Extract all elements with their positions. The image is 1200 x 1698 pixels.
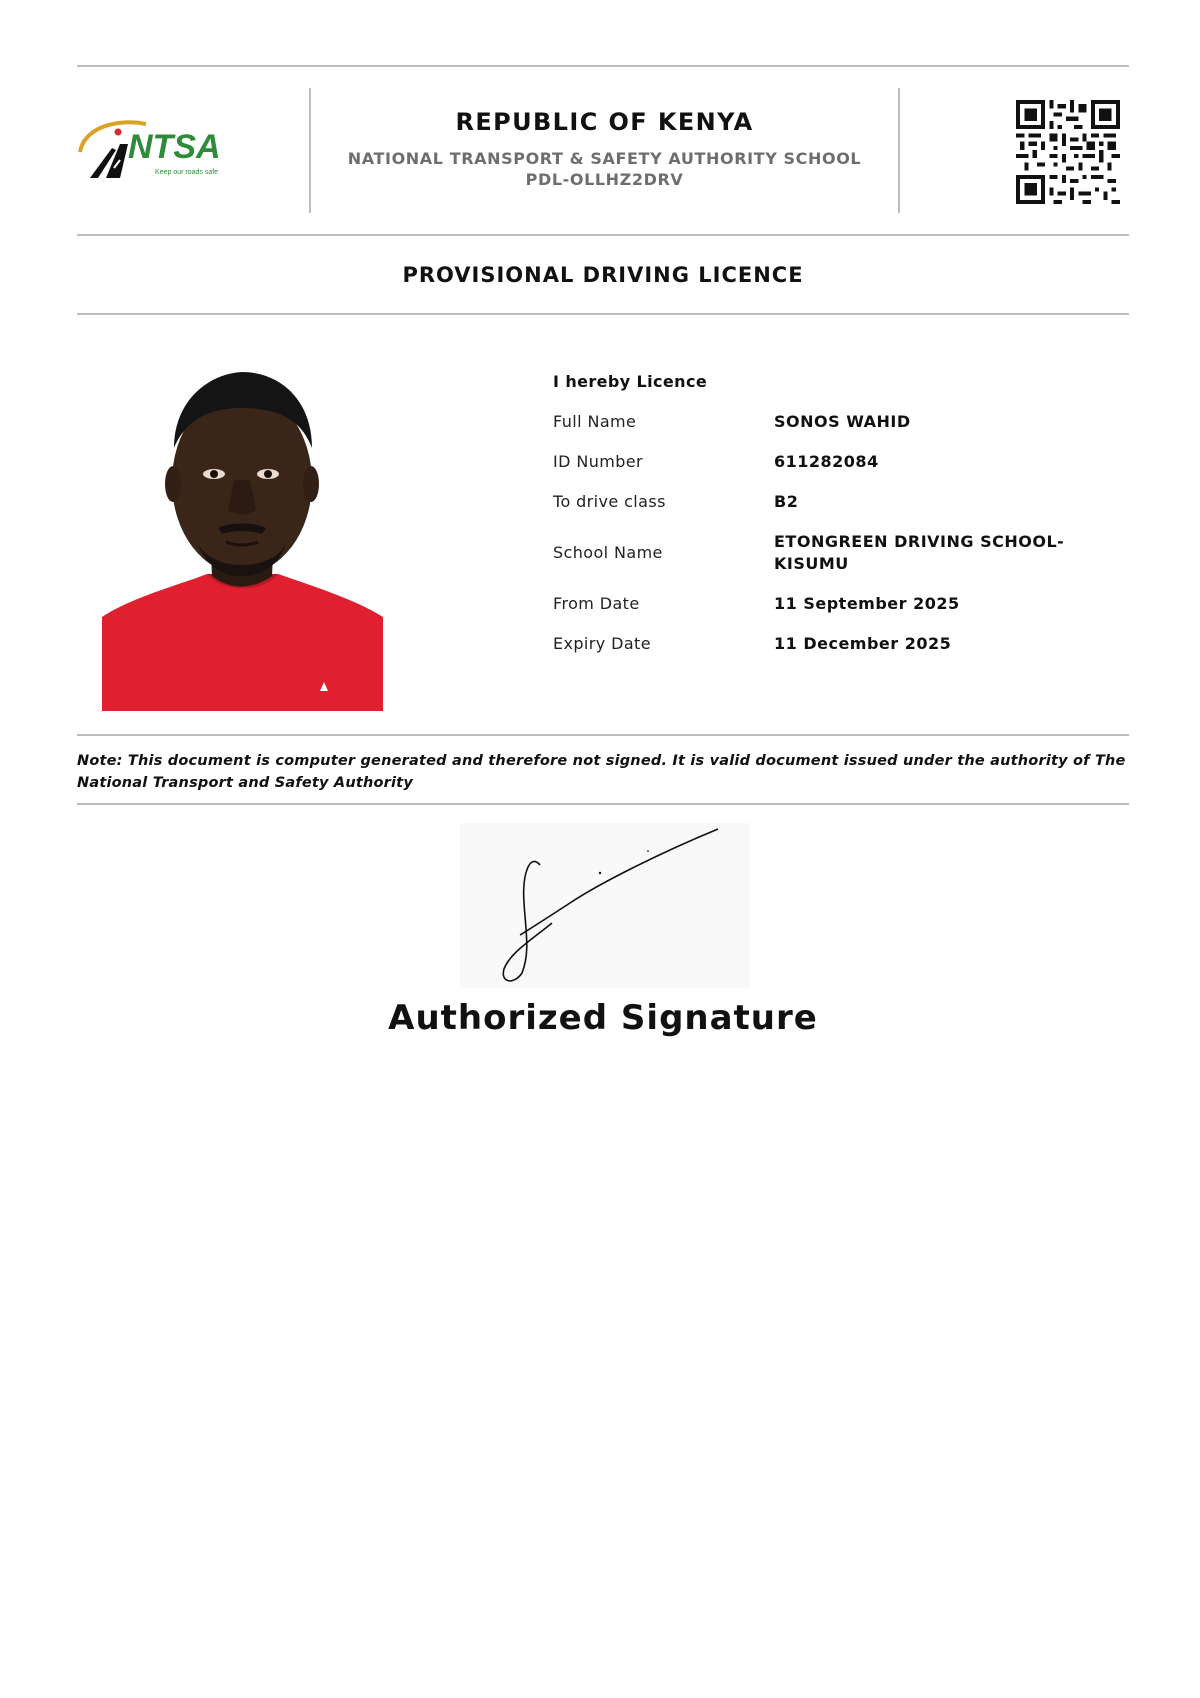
document-title: PROVISIONAL DRIVING LICENCE	[402, 263, 804, 287]
qr-code-icon	[1016, 100, 1120, 204]
disclaimer-note: Note: This document is computer generated and therefore not signed. It is valid document issued under the authority of The National Transport and Safety Authority	[77, 753, 1126, 791]
note-bottom-rule	[77, 803, 1129, 805]
top-rule	[77, 65, 1129, 67]
header-divider-left	[309, 88, 311, 213]
id-number-value: 611282084	[774, 452, 879, 471]
licence-intro: I hereby Licence	[553, 372, 708, 391]
drive-class-label: To drive class	[553, 492, 666, 511]
authority-name: NATIONAL TRANSPORT & SAFETY AUTHORITY SCHOOL	[347, 149, 862, 168]
title-bottom-rule	[77, 313, 1129, 315]
svg-text:Keep our roads safe: Keep our roads safe	[155, 169, 219, 176]
id-number-label: ID Number	[553, 452, 643, 471]
full-name-value: SONOS WAHID	[774, 412, 911, 431]
signature-image	[460, 823, 750, 988]
details-bottom-rule	[77, 734, 1129, 736]
ntsa-logo	[76, 108, 236, 188]
licensee-photo	[102, 362, 383, 711]
expiry-date-value: 11 December 2025	[774, 634, 952, 653]
header-title-block	[312, 108, 897, 190]
signature-caption: Authorized Signature	[388, 998, 818, 1038]
header-divider-right	[898, 88, 900, 213]
drive-class-value: B2	[774, 492, 799, 511]
header-bottom-rule	[77, 234, 1129, 236]
from-date-label: From Date	[553, 594, 640, 613]
country-name: REPUBLIC OF KENYA	[455, 108, 754, 136]
expiry-date-label: Expiry Date	[553, 634, 651, 653]
full-name-label: Full Name	[553, 412, 637, 431]
from-date-value: 11 September 2025	[774, 594, 960, 613]
school-name-value: ETONGREEN DRIVING SCHOOL-KISUMU	[774, 532, 1065, 573]
svg-text:NTSA: NTSA	[128, 128, 221, 166]
document-reference: PDL-OLLHZ2DRV	[525, 170, 684, 189]
school-name-label: School Name	[553, 543, 663, 562]
